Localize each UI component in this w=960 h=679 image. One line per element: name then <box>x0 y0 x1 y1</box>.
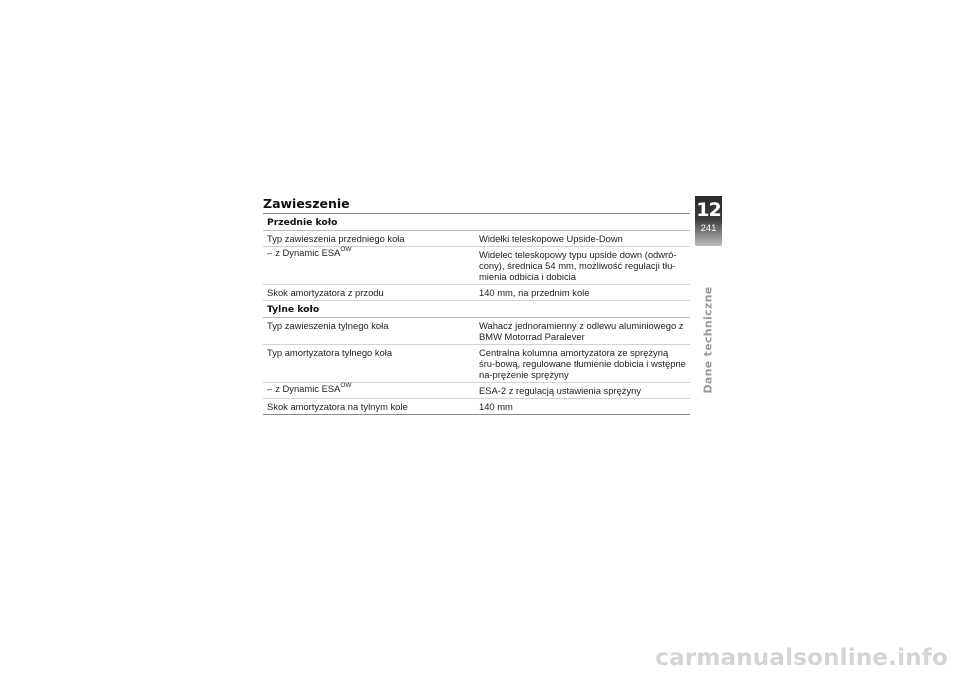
row-label <box>263 247 471 284</box>
row-label: Skok amortyzatora z przodu <box>267 287 384 298</box>
table-row <box>263 285 690 301</box>
row-value: 140 mm <box>479 401 513 412</box>
dash-marker: – <box>267 247 273 258</box>
chapter-number: 12 <box>696 199 721 221</box>
row-label: Typ zawieszenia przedniego koła <box>267 233 405 244</box>
row-label <box>263 383 471 398</box>
table-row <box>263 399 690 415</box>
row-label-text: z Dynamic ESA <box>275 247 341 258</box>
watermark: carmanualsonline.info <box>655 645 948 671</box>
rear-wheel-heading: Tylne koło <box>263 301 690 318</box>
option-superscript: OW <box>340 245 352 253</box>
chapter-side-title <box>688 286 728 394</box>
row-label: Skok amortyzatora na tylnym kole <box>267 401 408 412</box>
row-value: Widełki teleskopowe Upside-Down <box>479 233 623 244</box>
row-label: Typ amortyzatora tylnego koła <box>267 347 393 358</box>
table-row <box>263 383 690 399</box>
table-row <box>263 345 690 383</box>
row-label-text: z Dynamic ESA <box>275 383 341 394</box>
front-wheel-heading: Przednie koło <box>263 214 690 231</box>
chapter-title-text: Dane techniczne <box>701 286 715 394</box>
table-row <box>263 231 690 247</box>
table-row <box>263 247 690 285</box>
spec-table <box>263 213 690 415</box>
row-value: Widelec teleskopowy typu upside down (odwró-cony), średnica 54 mm, możliwość regulacji tłu-mienia odbicia i dobicia <box>479 249 677 282</box>
section-title: Zawieszenie <box>263 196 350 211</box>
dash-marker: – <box>267 383 273 394</box>
row-value: Centralna kolumna amortyzatora ze sprężyną śru-bową, regulowane tłumienie dobicia i wstępne na-prężenie sprężyny <box>479 347 686 380</box>
row-value: Wahacz jednoramienny z odlewu aluminiowego z BMW Motorrad Paralever <box>479 320 684 342</box>
row-label: Typ zawieszenia tylnego koła <box>267 320 389 331</box>
table-row <box>263 318 690 345</box>
option-superscript: OW <box>340 381 352 389</box>
chapter-tab <box>695 196 722 246</box>
page-number: 241 <box>700 223 717 234</box>
row-value: 140 mm, na przednim kole <box>479 287 590 298</box>
row-value: ESA-2 z regulacją ustawienia sprężyny <box>479 385 642 396</box>
